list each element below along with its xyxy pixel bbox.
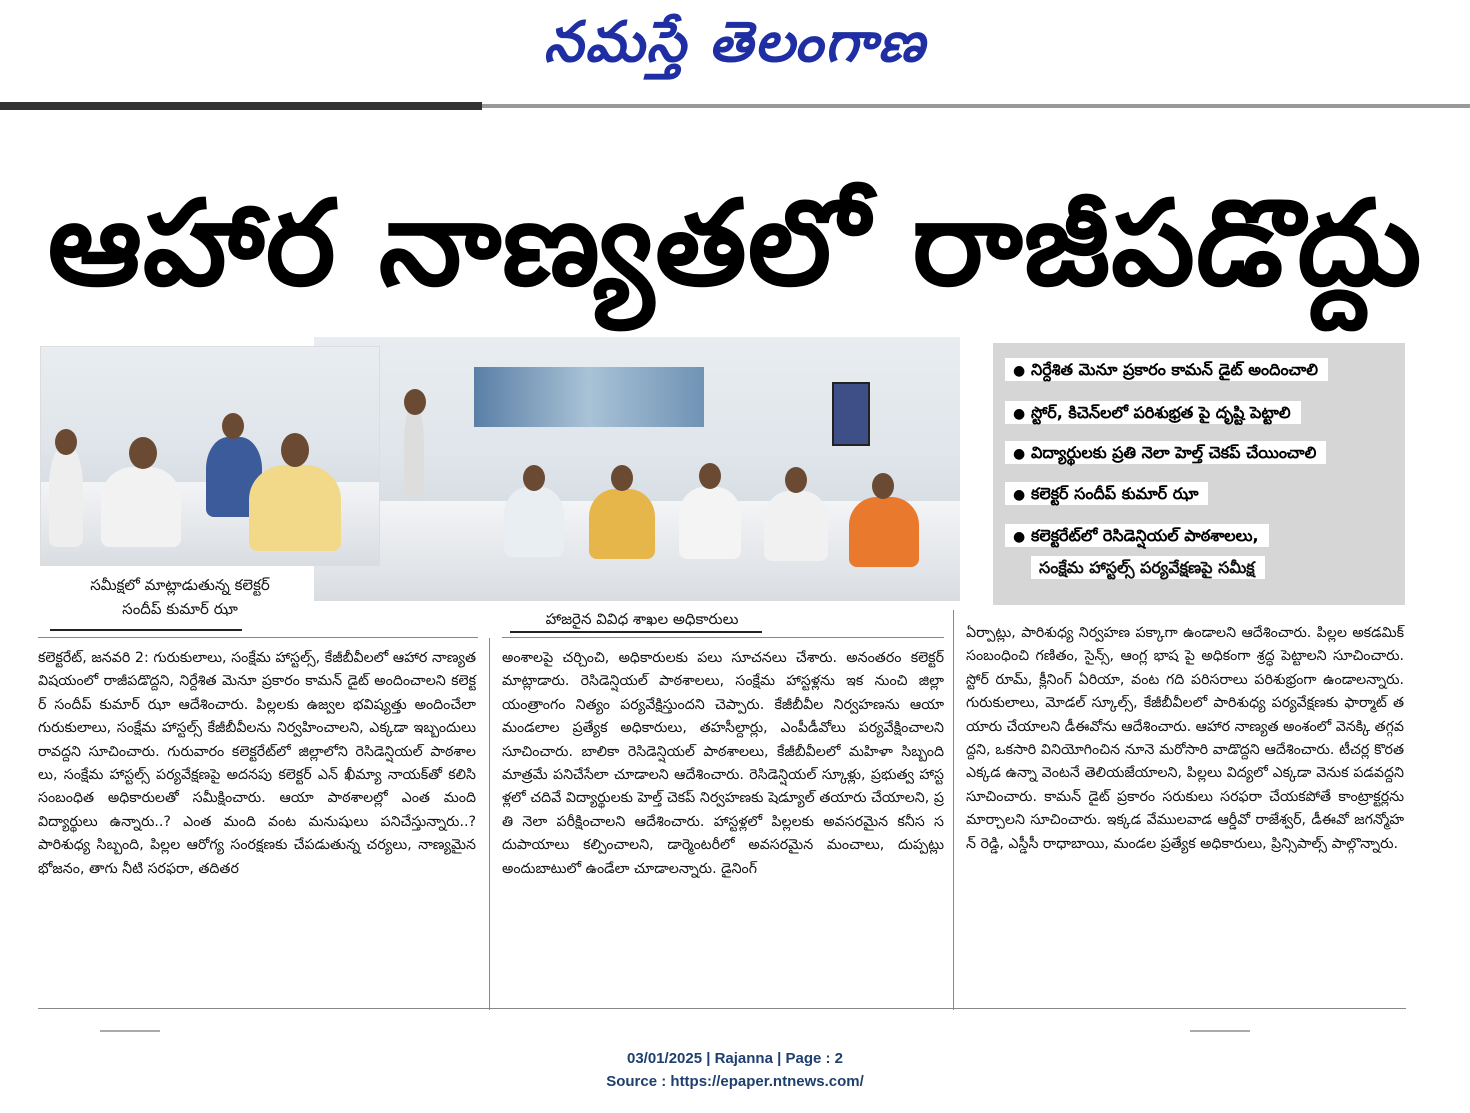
masthead-divider-light: [482, 104, 1470, 108]
edition-info: 03/01/2025 | Rajanna | Page : 2: [626, 1050, 843, 1067]
article-column-3: ఏర్పాట్లు, పారిశుధ్య నిర్వహణ పక్కాగా ఉండాలని ఆదేశించారు. పిల్లల అకడమిక్ సంబంధించి గణితం, సైన్స్, ఆంగ్ల భాష పై అధికంగా శ్రద్ధ పెట్టాలని సూచించారు. స్టోర్ రూమ్, క్లీనింగ్ ఏరియా, వంట గది పరిసరాలు పరిశుభ్రంగా ఉండాలన్నారు. గురుకులాలు, మోడల్ స్కూల్స్, కేజీబీవీలలో పారిశుధ్య పర్యవేక్షణకు ఫార్మాట్ తయారు చేయాలని డీఈవోను ఆదేశించారు. ఆహార నాణ్యత అంశంలో వెనక్కి తగ్గవద్దని, ఒకసారి వినియోగించిన నూనె మరోసారి వాడొద్దని ఆదేశించారు. టీచర్ల కొరత ఎక్కడ ఉన్నా వెంటనే తెలియజేయాలని, పిల్లలు విద్యలో ఎక్కడా వెనుక పడవద్దని సూచించారు. కామన్ డైట్ ప్రకారం సరుకులు సరఫరా చేయకపోతే కాంట్రాక్టర్లను మార్చాలని సూచించారు. ఇక్కడ వేములవాడ ఆర్డీవో రాజేశ్వర్, డీఈవో జగన్మోహన్ రెడ్డి, ఎస్డీసీ రాధాబాయి, మండల ప్రత్యేక అధికారులు, ప్రిన్సిపాల్స్ పాల్గొన్నారు.: [966, 625, 1404, 852]
masthead-divider: [0, 102, 482, 110]
caption-underline: [50, 629, 242, 631]
article-column-1: కలెక్టరేట్, జనవరి 2: గురుకులాలు, సంక్షేమ హాస్టల్స్, కేజీబీవీలలో ఆహార నాణ్యత విషయంలో రాజీపడొద్దని, నిర్దేశిత మెనూ ప్రకారం కామన్ డైట్ అందించాలని కలెక్టర్ సందీప్ కుమార్ ఝా ఆదేశించారు. పిల్లలకు ఉజ్వల భవిష్యత్తు అందించేలా గురుకులాలు, సంక్షేమ హాస్టల్స్ కేజీబీవీలను నిర్వహించాలని, ఎక్కడా ఇబ్బందులు రావద్దని సూచించారు. గురువారం కలెక్టరేట్‌లో జిల్లాలోని రెసిడెన్షియల్ పాఠశాలలు, సంక్షేమ హాస్టల్స్ పర్యవేక్షణపై అదనపు కలెక్టర్ ఎన్ ఖీమ్యా నాయక్‌తో కలిసి సంబంధిత అధికారులతో సమీక్షించారు. ఆయా పాఠశాలల్లో ఎంత మంది విద్యార్థులు ఉన్నారు..? ఎంత మంది వంట మనుషులు పనిచేస్తున్నారు..? పారిశుధ్య సిబ్బంది, పిల్లల ఆరోగ్య సంరక్షణకు చేపడుతున్న చర్యలు, నాణ్యమైన భోజనం, తాగు నీటి సరఫరా, తదితర: [38, 650, 476, 877]
column-top-rule: [502, 637, 944, 638]
highlight-item: ● విద్యార్థులకు ప్రతి నెలా హెల్త్ చెకప్ చేయించాలి: [1005, 440, 1326, 467]
highlights-box: [993, 343, 1405, 605]
caption-underline: [510, 631, 762, 633]
officials-photo-caption: హాజరైన వివిధ శాఖల అధికారులు: [545, 610, 739, 628]
bullet-icon: ●: [1013, 529, 1026, 545]
next-article-fragment: [100, 1030, 160, 1032]
column-divider: [489, 638, 490, 1010]
bullet-icon: ●: [1013, 406, 1026, 422]
collector-photo-caption: [50, 573, 310, 621]
column-top-rule: [38, 637, 478, 638]
caption-line: సమీక్షలో మాట్లాడుతున్న కలెక్టర్: [90, 576, 270, 594]
article-headline: ఆహార నాణ్యతలో రాజీపడొద్దు: [47, 174, 1423, 312]
next-article-fragment: [1190, 1030, 1250, 1032]
source-link[interactable]: Source : https://epaper.ntnews.com/: [606, 1073, 864, 1090]
portrait-frame: [832, 382, 870, 446]
highlight-item: ● కలెక్టరేట్‌లో రెసిడెన్షియల్ పాఠశాలలు,: [1005, 523, 1269, 550]
article-column-2: అంశాలపై చర్చించి, అధికారులకు పలు సూచనలు చేశారు. అనంతరం కలెక్టర్ మాట్లాడారు. రెసిడెన్షియల్ పాఠశాలలు, సంక్షేమ హాస్టళ్లను ఇక నుంచి జిల్లా యంత్రాంగం నిత్యం పర్యవేక్షిస్తుందని చెప్పారు. కేజీబీవీల నిర్వహణను ఆయా మండలాల ప్రత్యేక అధికారులు, తహసీల్దార్లు, ఎంపీడీవోలు పర్యవేక్షించాలని సూచించారు. బాలికా రెసిడెన్షియల్ పాఠశాలలు, కేజీబీవీలలో మహిళా సిబ్బంది మాత్రమే పనిచేసేలా చూడాలని ఆదేశించారు. రెసిడెన్షియల్ స్కూళ్లు, ప్రభుత్వ హాస్టళ్లలో చదివే విద్యార్థులకు హెల్త్ చెకప్ నిర్వహణకు షెడ్యూల్ తయారు చేయాలని, ప్రతి నెలా పరీక్షించాలని ఆదేశించారు. హాస్టళ్లలో పిల్లలకు అవసరమైన కనీస సదుపాయాలు కల్పించాలని, డార్మెంటరీలో అవసరమైన మంచాలు, దుప్పట్లు అందుబాటులో ఉండేలా చూడాలన్నారు. డైనింగ్: [502, 650, 944, 877]
article-bottom-rule: [38, 1008, 1406, 1009]
bullet-icon: ●: [1013, 363, 1026, 379]
caption-line: సందీప్ కుమార్ ఝా: [122, 600, 238, 618]
highlight-item-continued: సంక్షేమ హాస్టల్స్ పర్యవేక్షణపై సమీక్ష: [1031, 555, 1265, 581]
highlight-item: ● స్టోర్, కిచెన్‌లలో పరిశుభ్రత పై దృష్టి పెట్టాలి: [1005, 400, 1301, 427]
officials-photo: [314, 337, 960, 601]
collector-photo: [40, 346, 380, 566]
highlight-item: ● నిర్దేశిత మెనూ ప్రకారం కామన్ డైట్ అందించాలి: [1005, 357, 1328, 384]
bullet-icon: ●: [1013, 487, 1026, 503]
newspaper-title: నమస్తే తెలంగాణ: [543, 10, 927, 75]
highlight-item: ● కలెక్టర్ సందీప్ కుమార్ ఝా: [1005, 481, 1208, 508]
bullet-icon: ●: [1013, 446, 1026, 462]
masthead: [0, 0, 1470, 100]
column-divider: [953, 610, 954, 1010]
